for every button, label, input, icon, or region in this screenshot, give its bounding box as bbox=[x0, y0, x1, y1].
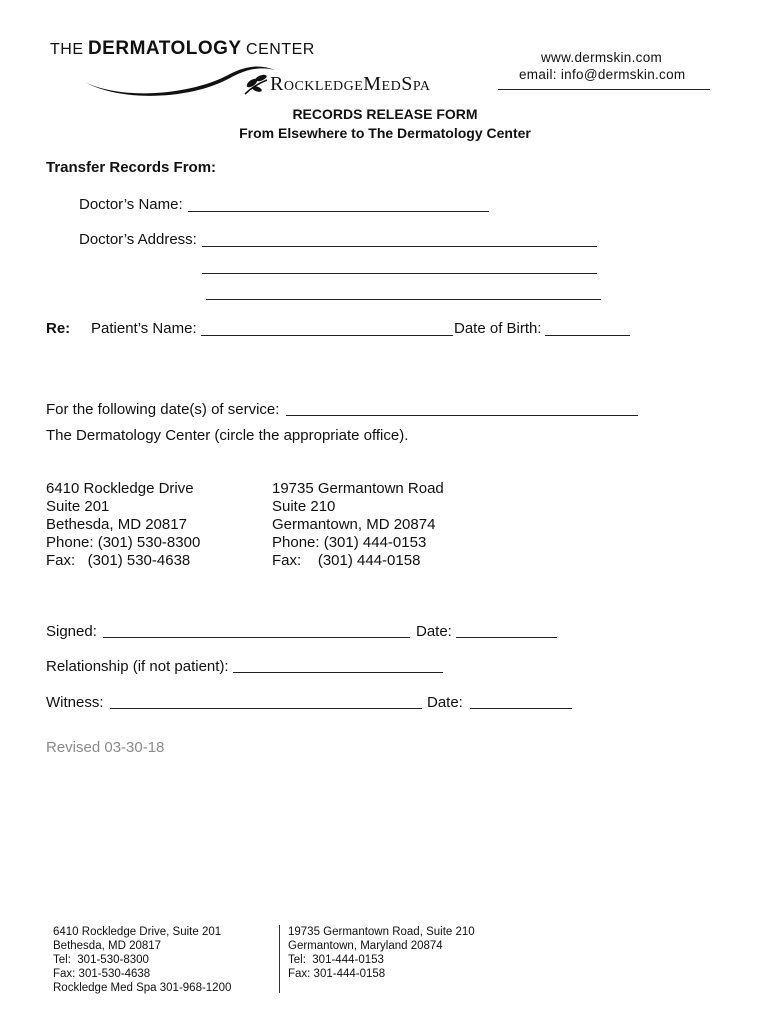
witness-field[interactable] bbox=[110, 708, 422, 709]
office-fax: Fax: (301) 530-4638 bbox=[46, 552, 191, 569]
footer-line: 6410 Rockledge Drive, Suite 201 bbox=[53, 926, 222, 938]
footer-line: Bethesda, MD 20817 bbox=[53, 940, 162, 952]
logo-the: THE bbox=[50, 41, 84, 58]
office-street: 19735 Germantown Road bbox=[272, 480, 444, 497]
office-instruction: The Dermatology Center (circle the appropriate office). bbox=[46, 427, 409, 444]
patient-name-label: Patient’s Name: bbox=[91, 320, 197, 337]
signed-date-field[interactable] bbox=[456, 637, 557, 638]
dob-label: Date of Birth: bbox=[454, 320, 542, 337]
medspa-name bbox=[270, 73, 430, 96]
footer-line: Germantown, Maryland 20874 bbox=[288, 940, 443, 952]
witness-date-field[interactable] bbox=[470, 708, 572, 709]
medspa-name-text: RockledgeMedSpa bbox=[270, 73, 431, 95]
dob-field[interactable] bbox=[545, 335, 630, 336]
footer-line: Fax: 301-444-0158 bbox=[288, 968, 386, 980]
form-subtitle: From Elsewhere to The Dermatology Center bbox=[239, 125, 531, 141]
doctor-address-label: Doctor’s Address: bbox=[79, 231, 197, 248]
office-phone: Phone: (301) 530-8300 bbox=[46, 534, 201, 551]
footer-line: Tel: 301-530-8300 bbox=[53, 954, 149, 966]
office-phone: Phone: (301) 444-0153 bbox=[272, 534, 427, 551]
logo-dermatology: DERMATOLOGY bbox=[87, 38, 242, 59]
witness-date-label: Date: bbox=[427, 694, 463, 711]
doctor-name-field[interactable] bbox=[188, 211, 489, 212]
leaf-icon bbox=[243, 74, 269, 96]
office-fax: Fax: (301) 444-0158 bbox=[272, 552, 421, 569]
dermatology-center-logo bbox=[50, 38, 315, 60]
footer-left-address bbox=[53, 925, 231, 995]
revised-date: Revised 03-30-18 bbox=[46, 739, 165, 756]
footer-right-address bbox=[288, 925, 475, 981]
transfer-heading: Transfer Records From: bbox=[46, 159, 217, 176]
witness-label: Witness: bbox=[46, 694, 104, 711]
header-rule bbox=[498, 89, 710, 90]
footer-divider bbox=[279, 925, 280, 993]
service-dates-label: For the following date(s) of service: bbox=[46, 401, 280, 418]
office-germantown[interactable] bbox=[272, 480, 444, 570]
footer-line: Rockledge Med Spa 301-968-1200 bbox=[53, 982, 232, 994]
service-dates-field[interactable] bbox=[286, 415, 638, 416]
logo-center: CENTER bbox=[246, 41, 315, 58]
office-city: Bethesda, MD 20817 bbox=[46, 516, 187, 533]
relationship-label: Relationship (if not patient): bbox=[46, 658, 229, 675]
office-suite: Suite 201 bbox=[46, 498, 110, 515]
signed-label: Signed: bbox=[46, 623, 97, 640]
footer-line: Tel: 301-444-0153 bbox=[288, 954, 384, 966]
office-city: Germantown, MD 20874 bbox=[272, 516, 436, 533]
office-street: 6410 Rockledge Drive bbox=[46, 480, 194, 497]
signed-date-label: Date: bbox=[416, 623, 452, 640]
re-label: Re: bbox=[46, 320, 71, 337]
signed-field[interactable] bbox=[103, 637, 410, 638]
office-suite: Suite 210 bbox=[272, 498, 336, 515]
doctor-address-field-3[interactable] bbox=[206, 299, 601, 300]
website: www.dermskin.com bbox=[541, 50, 663, 65]
footer-line: Fax: 301-530-4638 bbox=[53, 968, 151, 980]
office-rockledge[interactable] bbox=[46, 480, 200, 570]
patient-name-field[interactable] bbox=[201, 335, 453, 336]
footer-line: 19735 Germantown Road, Suite 210 bbox=[288, 926, 475, 938]
relationship-field[interactable] bbox=[233, 672, 443, 673]
doctor-address-field-1[interactable] bbox=[202, 246, 597, 247]
form-title: RECORDS RELEASE FORM bbox=[292, 106, 478, 122]
doctor-name-label: Doctor’s Name: bbox=[79, 196, 183, 213]
email: email: info@dermskin.com bbox=[519, 67, 686, 82]
doctor-address-field-2[interactable] bbox=[202, 273, 597, 274]
